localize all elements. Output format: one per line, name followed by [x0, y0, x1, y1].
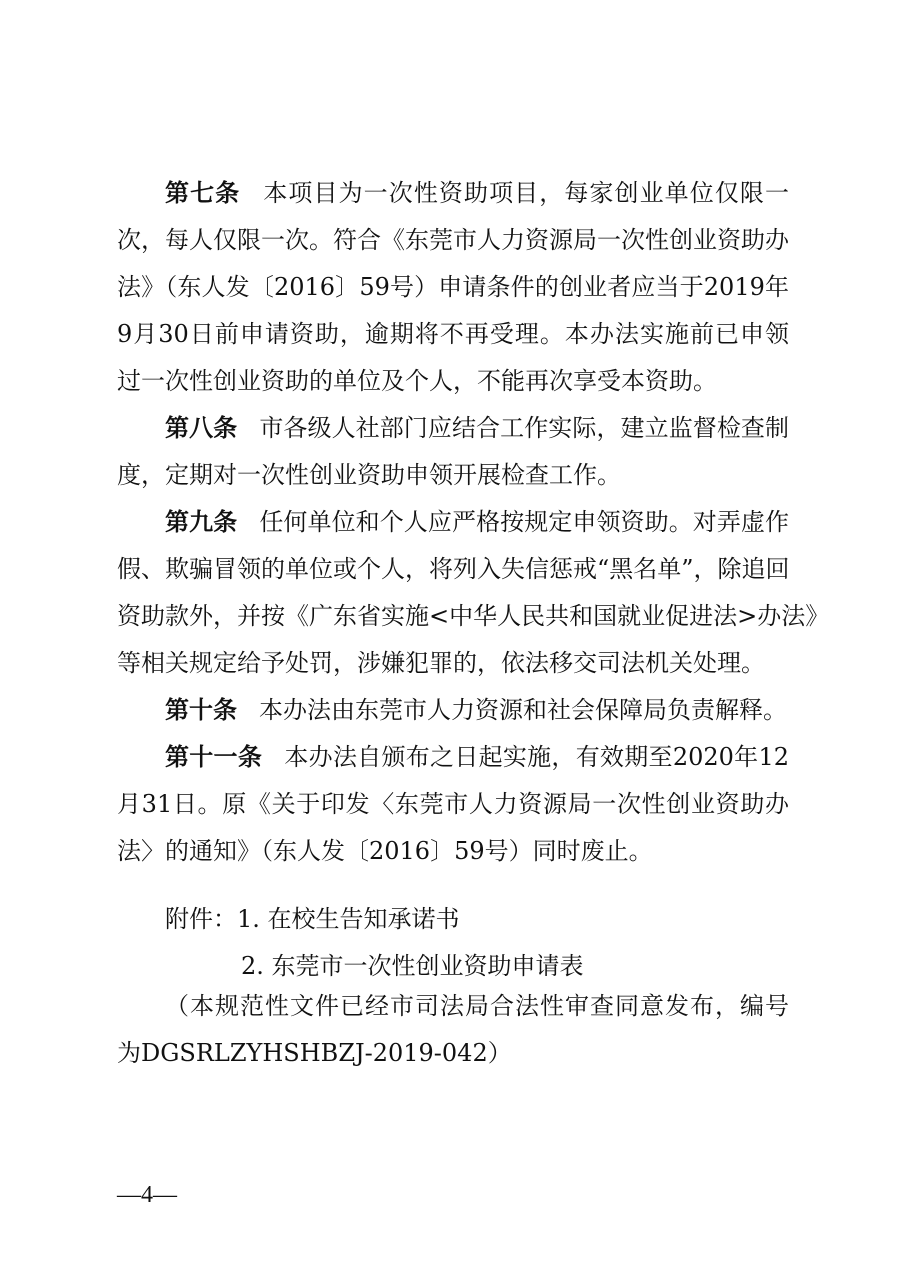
article-7-text: 本项目为一次性资助项目，每家创业单位仅限一 [262, 179, 789, 207]
article-11-line-1 [117, 742, 789, 772]
note-line-1: （本规范性文件已经市司法局合法性审查同意发布，编号 [165, 992, 789, 1020]
article-9-line-3: 资助款外，并按《广东省实施<中华人民共和国就业促进法>办法》 [117, 602, 830, 630]
attachment-item-1: 1. 在校生告知承诺书 [237, 905, 460, 933]
article-11-line-3: 法〉的通知》（东人发〔2016〕59号）同时废止。 [117, 837, 653, 865]
article-9-label: 第九条 [165, 508, 238, 536]
article-9-line-4: 等相关规定给予处罚，涉嫌犯罪的，依法移交司法机关处理。 [117, 649, 765, 677]
article-11-text: 本办法自颁布之日起实施，有效期至2020年12 [284, 743, 789, 771]
attachments-line-1 [117, 904, 789, 934]
article-8-line-1 [117, 413, 789, 443]
article-7-line-5: 过一次性创业资助的单位及个人，不能再次享受本资助。 [117, 367, 717, 395]
article-10-text: 本办法由东莞市人力资源和社会保障局负责解释。 [259, 696, 787, 724]
page-number: —4— [117, 1182, 177, 1208]
article-7-label: 第七条 [165, 179, 241, 207]
article-10-line-1 [117, 695, 789, 725]
article-7-line-3: 法》（东人发〔2016〕59号）申请条件的创业者应当于2019年 [117, 273, 789, 301]
article-7-line-1 [117, 178, 789, 208]
article-9-text: 任何单位和个人应严格按规定申领资助。对弄虚作 [259, 508, 790, 536]
article-9-line-2: 假、欺骗冒领的单位或个人，将列入失信惩戒“黑名单”，除追回 [117, 555, 790, 583]
attachment-item-2: 2. 东莞市一次性创业资助申请表 [241, 952, 584, 980]
article-8-text: 市各级人社部门应结合工作实际，建立监督检查制 [259, 414, 790, 442]
note-line-2: 为DGSRLZYHSHBZJ-2019-042） [117, 1039, 512, 1067]
article-10-label: 第十条 [165, 696, 237, 724]
article-8-label: 第八条 [165, 414, 238, 442]
attachments-label: 附件： [165, 905, 237, 933]
article-9-line-1 [117, 507, 789, 537]
article-11-label: 第十一条 [165, 743, 263, 771]
article-7-line-4: 9月30日前申请资助，逾期将不再受理。本办法实施前已申领 [117, 320, 789, 348]
article-11-line-2: 月31日。原《关于印发〈东莞市人力资源局一次性创业资助办 [117, 790, 789, 818]
article-8-line-2: 度，定期对一次性创业资助申领开展检查工作。 [117, 461, 621, 489]
article-7-line-2: 次，每人仅限一次。符合《东莞市人力资源局一次性创业资助办 [117, 226, 789, 254]
